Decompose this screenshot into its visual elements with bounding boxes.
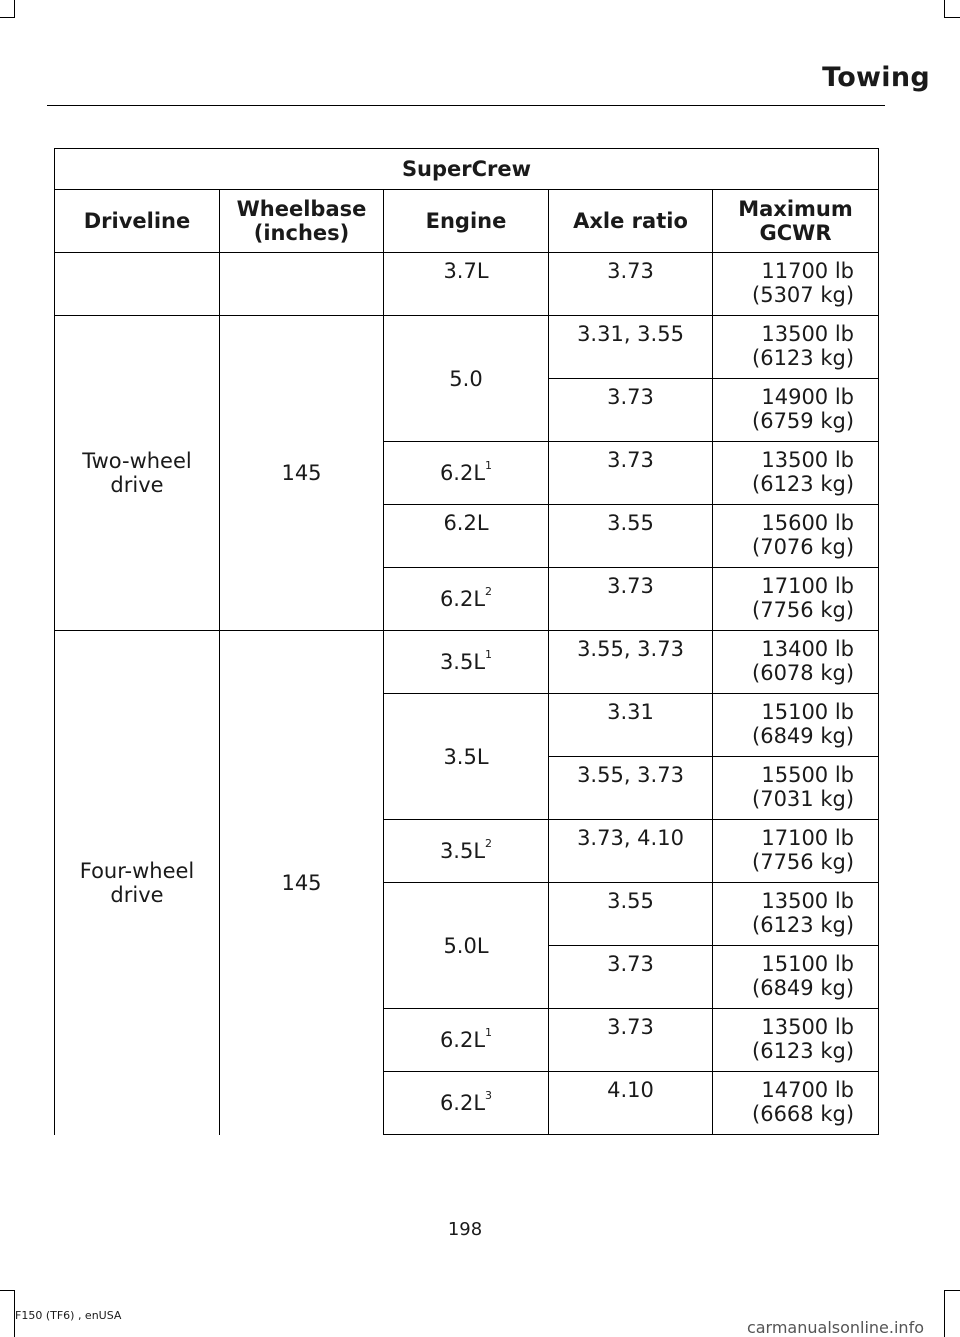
gcwr-cell [713, 631, 879, 694]
col-header-max-gcwr: Maximum GCWR [713, 190, 879, 253]
engine-cell [384, 631, 549, 694]
gcwr-lb: 17100 lb [761, 574, 855, 598]
gcwr-kg: (7076 kg) [752, 535, 855, 559]
axle-ratio-cell: 3.73 [549, 442, 713, 505]
driveline-cell: Four-wheel drive [55, 631, 220, 1135]
axle-ratio-cell: 3.55, 3.73 [549, 757, 713, 820]
gcwr-kg: (6759 kg) [752, 409, 855, 433]
watermark-text: carmanualsonline.info [746, 1318, 924, 1337]
gcwr-cell [713, 442, 879, 505]
table-row [55, 253, 879, 316]
crop-mark [944, 17, 960, 18]
gcwr-lb: 13500 lb [761, 889, 855, 913]
driveline-cell [55, 253, 220, 316]
axle-ratio-cell: 3.73 [549, 379, 713, 442]
gcwr-lb: 15100 lb [761, 952, 855, 976]
gcwr-cell [713, 694, 879, 757]
wheelbase-cell: 145 [220, 316, 384, 631]
gcwr-lb: 13500 lb [761, 322, 855, 346]
gcwr-cell [713, 883, 879, 946]
wheelbase-cell: 145 [220, 631, 384, 1135]
gcwr-lb: 13500 lb [761, 1015, 855, 1039]
col-header-engine: Engine [384, 190, 549, 253]
gcwr-kg: (6123 kg) [752, 1039, 855, 1063]
driveline-cell: Two-wheel drive [55, 316, 220, 631]
footer-document-id: F150 (TF6) , enUSA [15, 1309, 122, 1322]
footnote-marker: 1 [485, 648, 493, 661]
supercrew-gcwr-table [54, 148, 879, 1135]
gcwr-kg: (6849 kg) [752, 976, 855, 1000]
footnote-marker: 2 [485, 837, 493, 850]
gcwr-lb: 14700 lb [761, 1078, 855, 1102]
gcwr-kg: (6123 kg) [752, 913, 855, 937]
engine-cell [384, 1072, 549, 1135]
page-title: Towing [822, 62, 930, 93]
crop-mark [14, 0, 15, 18]
gcwr-lb: 15500 lb [761, 763, 855, 787]
engine-cell: 5.0 [384, 316, 549, 442]
axle-ratio-cell: 4.10 [549, 1072, 713, 1135]
engine-label: 3.5L [439, 839, 486, 863]
engine-cell [384, 568, 549, 631]
gcwr-lb: 13500 lb [761, 448, 855, 472]
crop-mark [944, 0, 945, 18]
wheelbase-cell [220, 253, 384, 316]
gcwr-cell [713, 316, 879, 379]
axle-ratio-cell: 3.55 [549, 883, 713, 946]
gcwr-kg: (7031 kg) [752, 787, 855, 811]
page-number: 198 [447, 1219, 483, 1240]
axle-ratio-cell: 3.31, 3.55 [549, 316, 713, 379]
gcwr-cell [713, 1009, 879, 1072]
footnote-marker: 1 [485, 1026, 493, 1039]
engine-cell: 3.7L [384, 253, 549, 316]
engine-label: 6.2L [439, 587, 486, 611]
axle-ratio-cell: 3.73 [549, 568, 713, 631]
gcwr-lb: 14900 lb [761, 385, 855, 409]
crop-mark [944, 1290, 945, 1337]
engine-cell [384, 442, 549, 505]
gcwr-kg: (6123 kg) [752, 472, 855, 496]
engine-cell: 5.0L [384, 883, 549, 1009]
engine-cell [384, 820, 549, 883]
col-header-wheelbase: Wheelbase (inches) [220, 190, 384, 253]
axle-ratio-cell: 3.73 [549, 253, 713, 316]
engine-label: 6.2L [439, 461, 486, 485]
gcwr-cell [713, 757, 879, 820]
gcwr-cell [713, 379, 879, 442]
gcwr-lb: 15600 lb [761, 511, 855, 535]
crop-mark [0, 1290, 15, 1291]
axle-ratio-cell: 3.55 [549, 505, 713, 568]
gcwr-cell [713, 505, 879, 568]
gcwr-cell [713, 820, 879, 883]
col-header-driveline: Driveline [55, 190, 220, 253]
gcwr-cell [713, 1072, 879, 1135]
table-row [55, 631, 879, 694]
gcwr-kg: (6668 kg) [752, 1102, 855, 1126]
engine-label: 6.2L [439, 1091, 486, 1115]
gcwr-kg: (6849 kg) [752, 724, 855, 748]
engine-label: 3.5L [439, 650, 486, 674]
engine-cell: 3.5L [384, 694, 549, 820]
table-super-header: SuperCrew [55, 149, 879, 190]
gcwr-cell [713, 253, 879, 316]
gcwr-kg: (7756 kg) [752, 850, 855, 874]
gcwr-cell [713, 568, 879, 631]
axle-ratio-cell: 3.31 [549, 694, 713, 757]
footnote-marker: 1 [485, 459, 493, 472]
crop-mark [944, 1290, 960, 1291]
col-header-axle-ratio: Axle ratio [549, 190, 713, 253]
gcwr-kg: (6078 kg) [752, 661, 855, 685]
axle-ratio-cell: 3.73 [549, 1009, 713, 1072]
gcwr-kg: (7756 kg) [752, 598, 855, 622]
crop-mark [0, 17, 15, 18]
title-rule [47, 105, 885, 106]
gcwr-kg: (6123 kg) [752, 346, 855, 370]
gcwr-cell [713, 946, 879, 1009]
footnote-marker: 3 [485, 1089, 493, 1102]
engine-cell [384, 1009, 549, 1072]
gcwr-kg: (5307 kg) [752, 283, 855, 307]
table-row [55, 316, 879, 379]
gcwr-lb: 15100 lb [761, 700, 855, 724]
engine-label: 6.2L [439, 1028, 486, 1052]
gcwr-lb: 11700 lb [761, 259, 855, 283]
engine-cell: 6.2L [384, 505, 549, 568]
axle-ratio-cell: 3.73, 4.10 [549, 820, 713, 883]
axle-ratio-cell: 3.55, 3.73 [549, 631, 713, 694]
axle-ratio-cell: 3.73 [549, 946, 713, 1009]
footnote-marker: 2 [485, 585, 493, 598]
gcwr-lb: 13400 lb [761, 637, 855, 661]
gcwr-lb: 17100 lb [761, 826, 855, 850]
